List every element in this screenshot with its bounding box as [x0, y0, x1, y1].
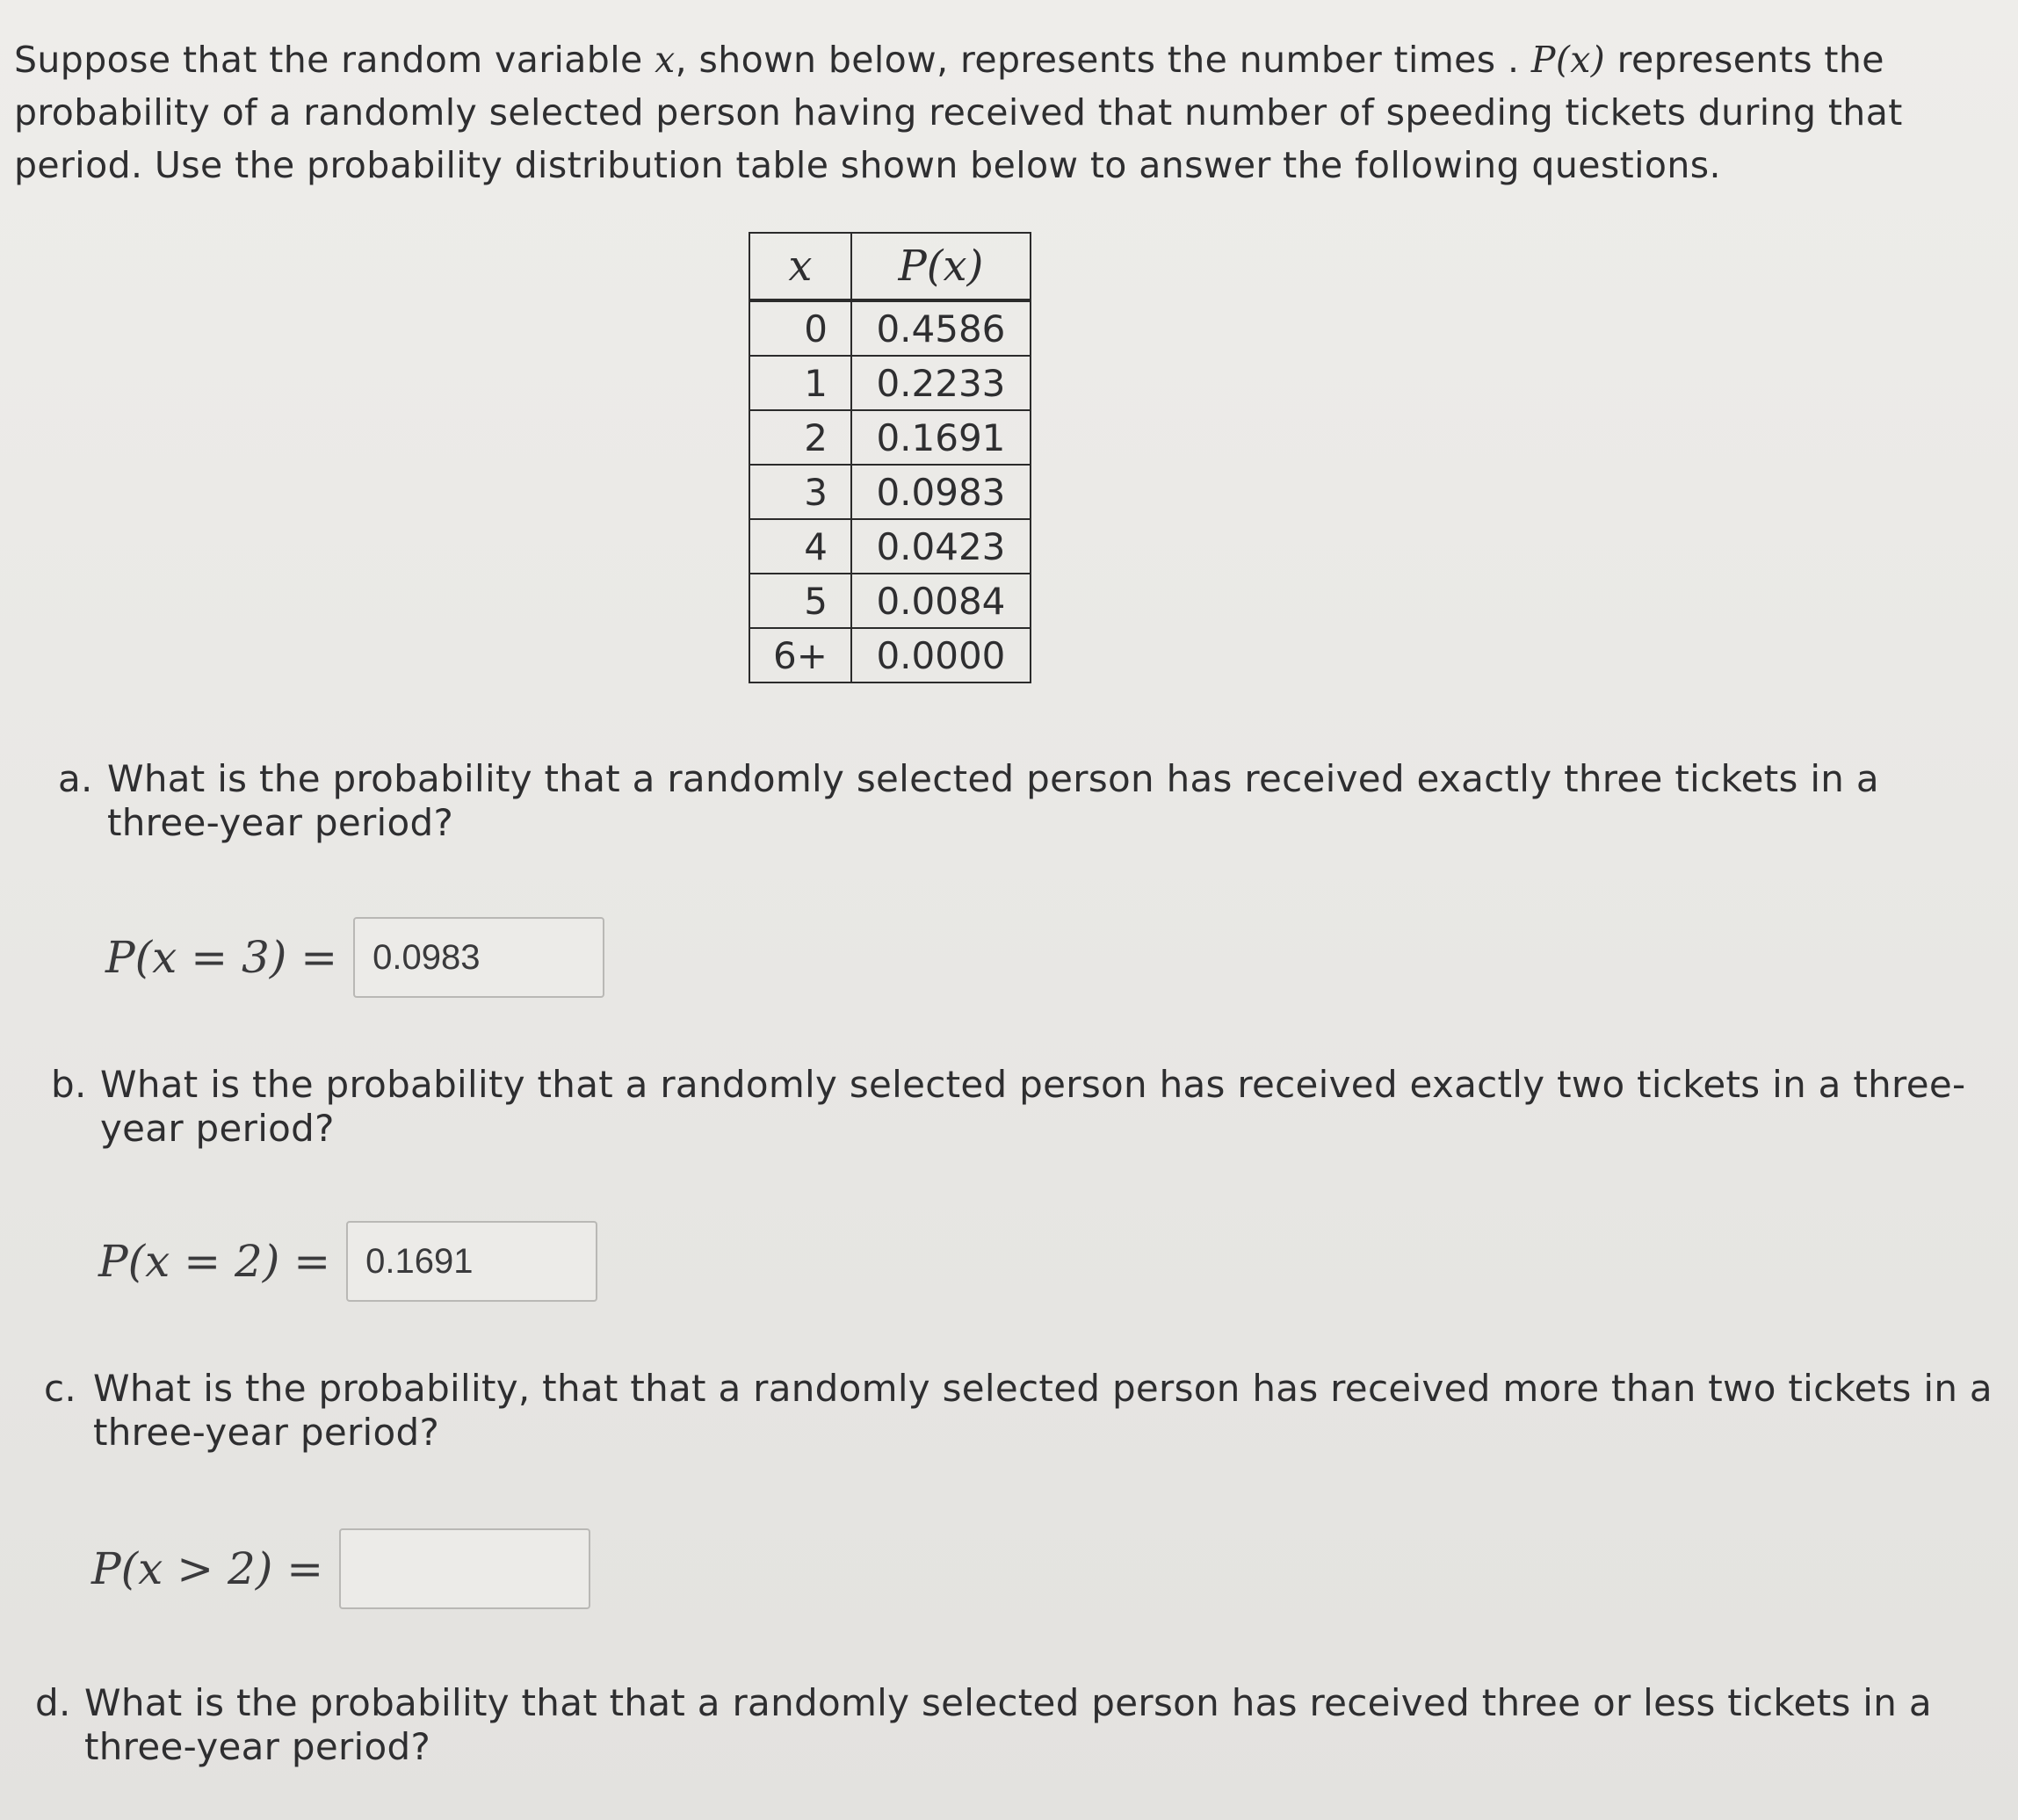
cell-x: 2: [749, 410, 851, 465]
cell-x: 0: [749, 300, 851, 356]
cell-x: 3: [749, 465, 851, 519]
question-a-line1: What is the probability that a randomly selected person has received exactly three tickets in a: [107, 757, 1879, 800]
question-b-letter: b.: [51, 1063, 87, 1106]
table-row: [749, 300, 1031, 356]
question-d-letter: d.: [35, 1681, 71, 1724]
answer-b-input[interactable]: [346, 1221, 597, 1302]
intro-part1: Suppose that the random variable: [14, 39, 655, 81]
answer-c-row: [91, 1528, 590, 1609]
answer-b-row: [98, 1221, 597, 1302]
question-b-line2: year period?: [100, 1107, 335, 1150]
header-x: x: [749, 233, 851, 300]
cell-x: 6+: [749, 628, 851, 682]
intro-px: P(x): [1530, 39, 1606, 81]
cell-x: 4: [749, 519, 851, 574]
question-d-line2: three-year period?: [84, 1725, 431, 1768]
answer-a-label: P(x = 3) =: [105, 932, 338, 983]
cell-p: 0.0084: [851, 574, 1031, 628]
question-b-line1: What is the probability that a randomly selected person has received exactly two tickets in a three-: [100, 1063, 1966, 1106]
cell-p: 0.0000: [851, 628, 1031, 682]
cell-x: 5: [749, 574, 851, 628]
intro-text: [14, 33, 1912, 191]
question-a-line2: three-year period?: [107, 801, 454, 844]
question-a: [58, 757, 1879, 845]
question-c-line2: three-year period?: [93, 1411, 440, 1454]
cell-p: 0.2233: [851, 356, 1031, 410]
table-row: [749, 465, 1031, 519]
answer-a-input[interactable]: [353, 917, 604, 998]
cell-x: 1: [749, 356, 851, 410]
cell-p: 0.0983: [851, 465, 1031, 519]
answer-c-input[interactable]: [339, 1528, 590, 1609]
question-d-line1: What is the probability that that a randomly selected person has received three or less tickets in a: [84, 1681, 1932, 1724]
question-c-letter: c.: [44, 1367, 77, 1410]
table-row: [749, 628, 1031, 682]
question-a-letter: a.: [58, 757, 93, 800]
answer-b-label: P(x = 2) =: [98, 1236, 331, 1287]
cell-p: 0.4586: [851, 300, 1031, 356]
intro-part2: , shown below, represents the number times .: [675, 39, 1531, 81]
table-row: [749, 410, 1031, 465]
probability-distribution-table: [749, 232, 1031, 683]
answer-a-row: [105, 917, 604, 998]
question-c: [44, 1367, 1993, 1455]
question-c-line1: What is the probability, that that a randomly selected person has received more than two tickets in a: [93, 1367, 1993, 1410]
intro-var: x: [655, 39, 676, 81]
cell-p: 0.1691: [851, 410, 1031, 465]
answer-c-label: P(x > 2) =: [91, 1543, 324, 1594]
question-b: [51, 1063, 1965, 1151]
table-header-row: [749, 233, 1031, 300]
cell-p: 0.0423: [851, 519, 1031, 574]
question-d: [35, 1681, 1932, 1769]
header-px: P(x): [851, 233, 1031, 300]
table-row: [749, 356, 1031, 410]
table-row: [749, 519, 1031, 574]
intro-part3: represents the probability of a randomly selected person having received that number of speeding tickets during that period. Use the probability distribution table shown below to answer the following questions.: [14, 39, 1903, 186]
table-row: [749, 574, 1031, 628]
